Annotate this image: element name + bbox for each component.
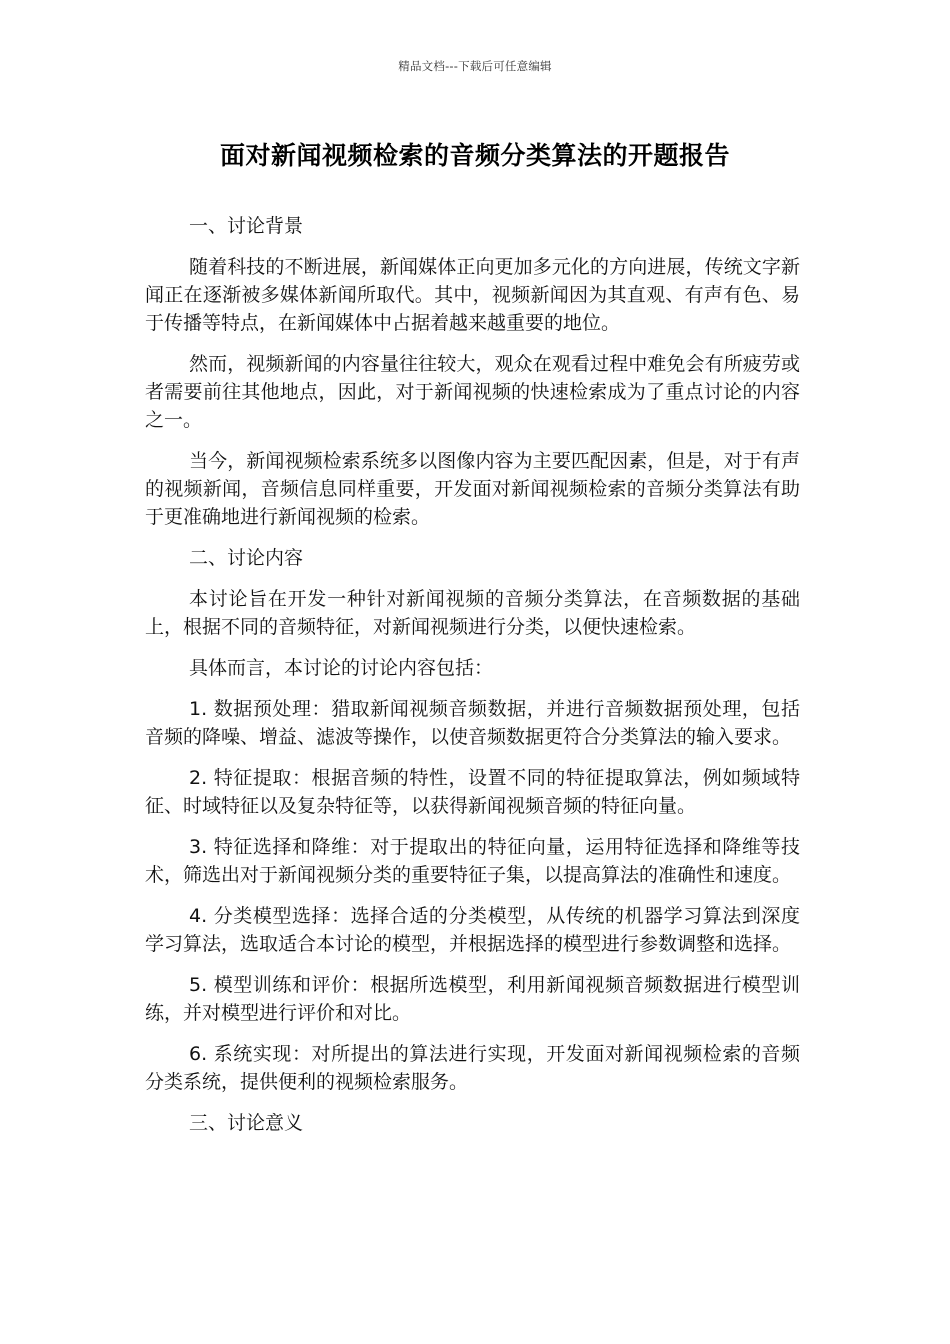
list-item: 4. 分类模型选择：选择合适的分类模型，从传统的机器学习算法到深度学习算法，选取适合本讨论的模型，并根据选择的模型进行参数调整和选择。 bbox=[145, 905, 800, 955]
list-item: 1. 数据预处理：猎取新闻视频音频数据，并进行音频数据预处理，包括音频的降噪、增益、滤波等操作，以使音频数据更符合分类算法的输入要求。 bbox=[145, 698, 800, 748]
paragraph: 随着科技的不断进展，新闻媒体正向更加多元化的方向进展，传统文字新闻正在逐渐被多媒体新闻所取代。其中，视频新闻因为其直观、有声有色、易于传播等特点，在新闻媒体中占据着越来越重要的地位。 bbox=[145, 256, 800, 334]
paragraph: 然而，视频新闻的内容量往往较大，观众在观看过程中难免会有所疲劳或者需要前往其他地点，因此，对于新闻视频的快速检索成为了重点讨论的内容之一。 bbox=[145, 353, 800, 431]
list-item: 5. 模型训练和评价：根据所选模型，利用新闻视频音频数据进行模型训练，并对模型进行评价和对比。 bbox=[145, 974, 800, 1024]
list-item: 2. 特征提取：根据音频的特性，设置不同的特征提取算法，例如频域特征、时域特征以及复杂特征等，以获得新闻视频音频的特征向量。 bbox=[145, 767, 800, 817]
section-heading-content: 二、讨论内容 bbox=[189, 547, 304, 569]
paragraph: 本讨论旨在开发一种针对新闻视频的音频分类算法，在音频数据的基础上，根据不同的音频特征，对新闻视频进行分类，以便快速检索。 bbox=[145, 588, 800, 638]
section-heading-significance: 三、讨论意义 bbox=[189, 1112, 304, 1134]
header-note: 精品文档---下载后可任意编辑 bbox=[398, 59, 552, 73]
page-title: 面对新闻视频检索的音频分类算法的开题报告 bbox=[219, 141, 730, 170]
paragraph: 具体而言，本讨论的讨论内容包括： bbox=[189, 657, 494, 679]
list-item: 6. 系统实现：对所提出的算法进行实现，开发面对新闻视频检索的音频分类系统，提供便利的视频检索服务。 bbox=[145, 1043, 800, 1093]
paragraph: 当今，新闻视频检索系统多以图像内容为主要匹配因素，但是，对于有声的视频新闻，音频信息同样重要，开发面对新闻视频检索的音频分类算法有助于更准确地进行新闻视频的检索。 bbox=[145, 450, 800, 528]
document-body bbox=[145, 212, 800, 1150]
list-item: 3. 特征选择和降维：对于提取出的特征向量，运用特征选择和降维等技术，筛选出对于新闻视频分类的重要特征子集，以提高算法的准确性和速度。 bbox=[145, 836, 800, 886]
section-heading-background: 一、讨论背景 bbox=[189, 215, 304, 237]
